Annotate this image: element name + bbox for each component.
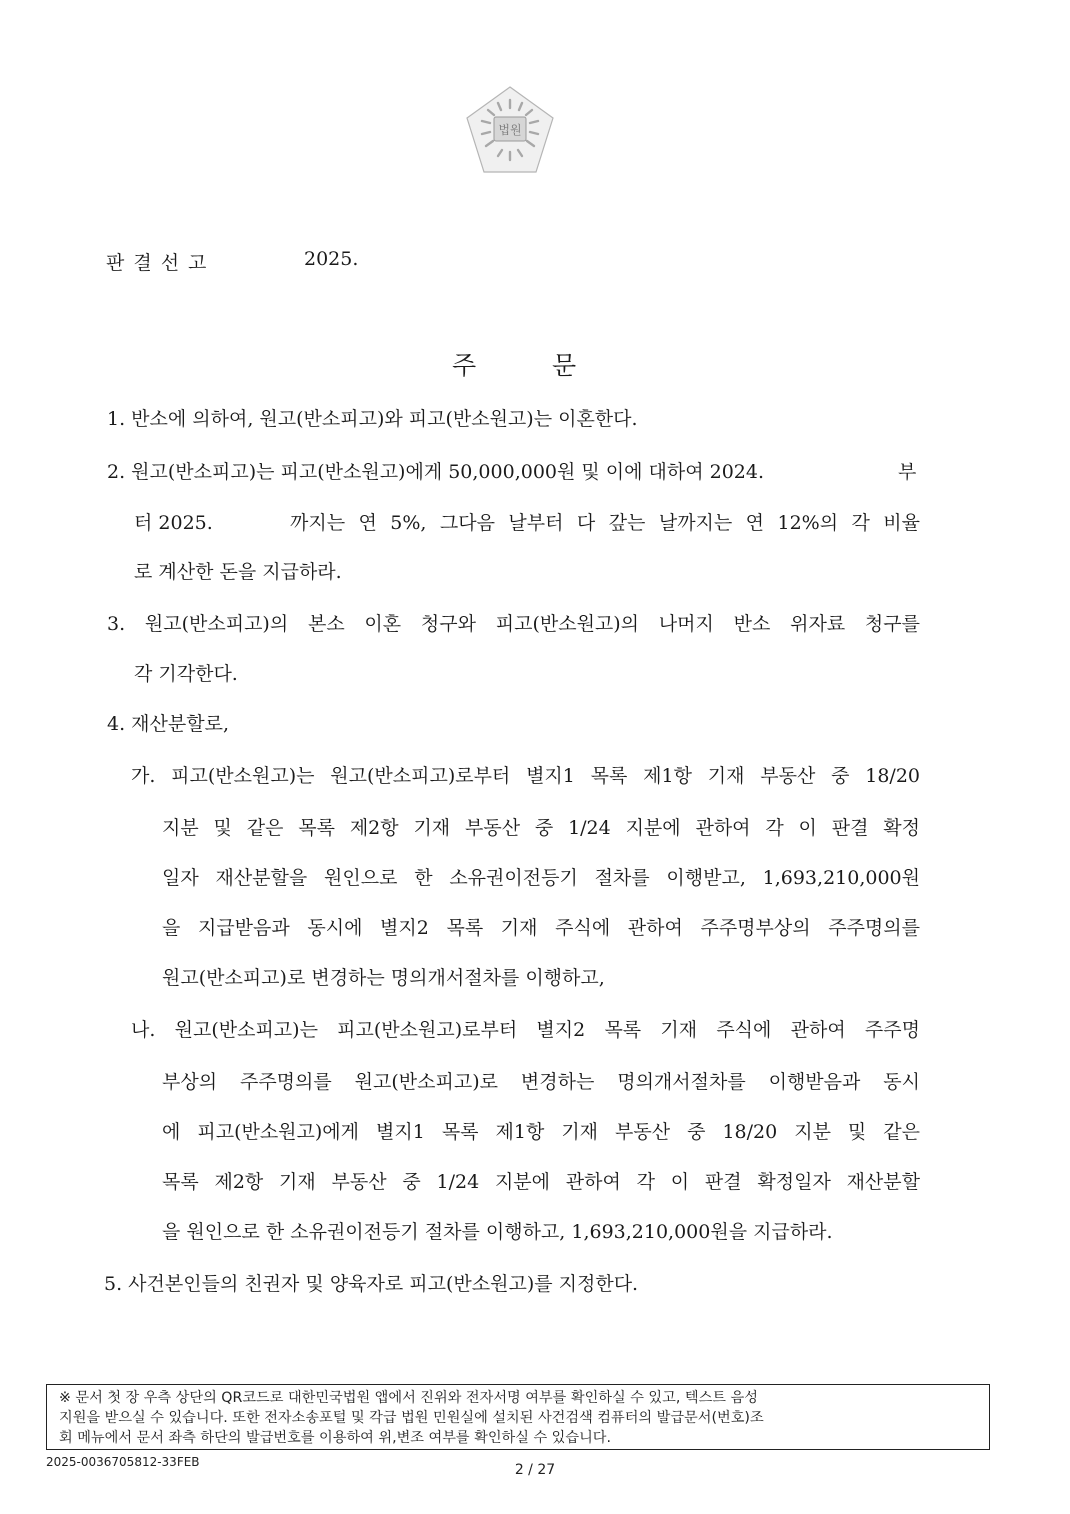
notice-line: ※ 문서 첫 장 우측 상단의 QR코드로 대한민국법원 앱에서 진위와 전자서명 여부를 확인하실 수 있고, 텍스트 음성 <box>59 1390 758 1406</box>
order-heading <box>0 346 1070 382</box>
order-item-4a-line-1: 가. 피고(반소원고)는 원고(반소피고)로부터 별지1 목록 제1항 기재 부동산 중 18/20 <box>131 765 920 787</box>
document-issue-number: 2025-0036705812-33FEB <box>46 1455 200 1469</box>
page-number: 2 / 27 <box>514 1462 556 1478</box>
order-item-4b-line-1: 나. 원고(반소피고)는 피고(반소원고)로부터 별지2 목록 기재 주식에 관하여 주주명 <box>131 1019 920 1041</box>
order-item-2-line-1-end: 부 <box>898 461 917 483</box>
order-item-4a-line-5: 원고(반소피고)로 변경하는 명의개서절차를 이행하고, <box>162 967 605 989</box>
order-item-4b-line-4: 목록 제2항 기재 부동산 중 1/24 지분에 관하여 각 이 판결 확정일자 재산분할 <box>162 1171 920 1193</box>
court-seal <box>464 84 556 176</box>
notice-line: 지원을 받으실 수 있습니다. 또한 전자소송포털 및 각급 법원 민원실에 설치된 사건검색 컴퓨터의 발급문서(번호)조 <box>59 1410 764 1426</box>
order-item-4b-line-2: 부상의 주주명의를 원고(반소피고)로 변경하는 명의개서절차를 이행받음과 동시 <box>162 1071 920 1093</box>
order-item-3-line-1: 3. 원고(반소피고)의 본소 이혼 청구와 피고(반소원고)의 나머지 반소 위자료 청구를 <box>107 613 920 635</box>
order-item-2-line-2: 까지는 연 5%, 그다음 날부터 다 갚는 날까지는 연 12%의 각 비율 <box>290 512 920 534</box>
verification-notice <box>46 1384 990 1450</box>
order-item-4a-line-4: 을 지급받음과 동시에 별지2 목록 기재 주식에 관하여 주주명부상의 주주명의를 <box>162 917 920 939</box>
order-item-4b-line-5: 을 원인으로 한 소유권이전등기 절차를 이행하고, 1,693,210,000원을 지급하라. <box>162 1221 833 1243</box>
order-item-5: 5. 사건본인들의 친권자 및 양육자로 피고(반소원고)를 지정한다. <box>104 1273 639 1295</box>
order-item-4b-line-3: 에 피고(반소원고)에게 별지1 목록 제1항 기재 부동산 중 18/20 지분 및 같은 <box>162 1121 920 1143</box>
order-item-4a-line-3: 일자 재산분할을 원인으로 한 소유권이전등기 절차를 이행받고, 1,693,210,000원 <box>162 867 920 889</box>
order-item-2-line-1: 2. 원고(반소피고)는 피고(반소원고)에게 50,000,000원 및 이에 대하여 2024. <box>107 461 765 483</box>
order-item-4: 4. 재산분할로, <box>107 713 229 735</box>
order-item-4a-line-2: 지분 및 같은 목록 제2항 기재 부동산 중 1/24 지분에 관하여 각 이 판결 확정 <box>162 817 920 839</box>
seal-text: 법원 <box>498 123 522 137</box>
order-item-3-line-2: 각 기각한다. <box>134 663 238 685</box>
order-item-2-line-2-start: 터 2025. <box>134 512 213 534</box>
order-item-1: 1. 반소에 의하여, 원고(반소피고)와 피고(반소원고)는 이혼한다. <box>107 408 638 430</box>
order-item-2-line-3: 로 계산한 돈을 지급하라. <box>134 561 342 583</box>
notice-line: 회 메뉴에서 문서 좌측 하단의 발급번호를 이용하여 위,변조 여부를 확인하실 수 있습니다. <box>59 1430 612 1446</box>
order-heading-char: 문 <box>552 351 577 380</box>
judgment-declaration-date: 2025. <box>304 248 359 270</box>
judgment-declaration-label: 판결선고 <box>106 252 216 274</box>
order-heading-char: 주 <box>452 351 477 380</box>
